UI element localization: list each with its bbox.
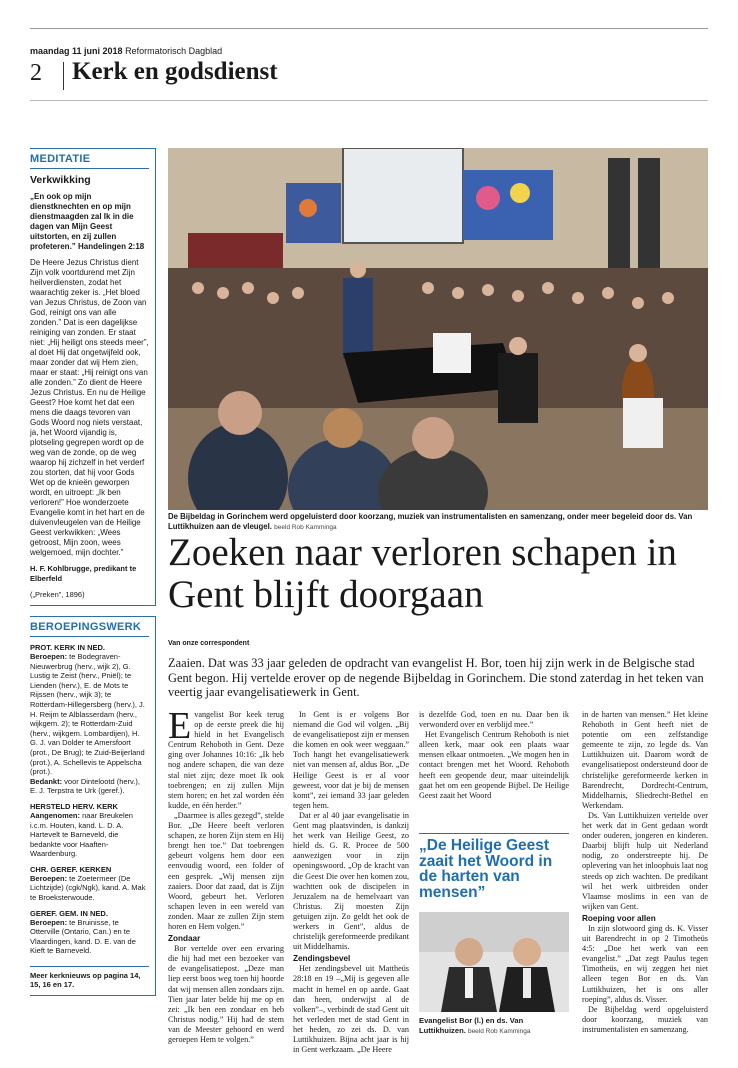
- section-title: Kerk en godsdienst: [72, 58, 278, 85]
- notice-text: te Bodegraven-Nieuwerbrug (herv., wijk 2), G. Lustig te Zeist (herv., Pniël); te Lienden (herv.), E. de Mots te Rijssen (herv., wijk 3); te Rotterdam-Hillegersberg (herv.), J. H. Reijm te Alblasserdam (herv., wijkgem. 2); te Rotterdam-Zuid (herv., wijkgem. Lombardijen), H. G. J. van Dolder te Amersfoort (prot., De Brug); te Zuid-Beijerland (prot.), A. Schellevis te Appelscha (prot.).: [30, 652, 145, 777]
- col3-paragraph-2: Het Evangelisch Centrum Rehoboth is niet alleen kerk, maar ook een plaats waar mensen elkaar ontmoeten. „We mogen hen in contact brengen met het Woord. Rehoboth heeft een geopende deur, maar uiteindelijk gaat het om een geopende Bijbel. De Heilige Geest zaait het Woord: [419, 730, 569, 800]
- notice-item: [30, 802, 149, 859]
- page-number: 2: [30, 60, 42, 86]
- article-headline: Zoeken naar verloren schapen in Gent blijft doorgaan: [168, 531, 677, 616]
- col4-paragraph-4: De Bijbeldag werd opgeluisterd door koorzang, muziek van instrumentalisten en samenzang.: [582, 1004, 708, 1034]
- meditatie-heading: MEDITATIE: [30, 153, 149, 169]
- notice-label: Aangenomen:: [30, 810, 81, 820]
- notice-label: Beroepen:: [30, 873, 68, 883]
- beroepingswerk-heading: BEROEPINGSWERK: [30, 621, 149, 637]
- drop-cap: E: [168, 705, 192, 747]
- dateline: [30, 46, 222, 56]
- meditatie-box: [30, 148, 156, 606]
- pull-quote: „De Heilige Geest zaait het Woord in de harten van mensen”: [419, 833, 569, 900]
- meditatie-source: („Preken”, 1896): [30, 590, 85, 599]
- header-rule: [30, 100, 708, 101]
- section-divider: [63, 62, 64, 90]
- notice-church: HERSTELD HERV. KERK: [30, 801, 118, 811]
- meditatie-title: Verkwikking: [30, 174, 91, 186]
- article-column-2: [293, 710, 409, 1055]
- main-photo-caption: [168, 512, 708, 533]
- correspondent: Van onze correspondent: [168, 640, 250, 647]
- col4-paragraph-1: in de harten van mensen.” Het kleine Rehoboth in Gent heeft niet de potentie om een zelfstandige gemeente te zijn, zo legde ds. Van Luttikhuizen uit. Daarom wordt de evangelisatiepost ondersteund door de christelijke gereformeerde kerken in Barendrecht, Dordrecht-Centrum, Middelharnis, Sliedrecht-Bethel en Werkendam.: [582, 710, 708, 810]
- main-caption-text: De Bijbeldag in Gorinchem werd opgeluisterd door koorzang, muziek van instrumentalisten en samenzang, onder meer begeleid door ds. Van Luttikhuizen aan de vleugel.: [168, 512, 693, 531]
- notice-label2: Bedankt:: [30, 776, 63, 786]
- notice-item: [30, 865, 149, 903]
- col2-paragraph-1: In Gent is er volgens Bor niemand die God wil volgen. „Bij de evangelisatiepost zijn er mensen die komen en ook weer weggaan.” Toch hangt het evangelisatiewerk niet van mensen af, aldus Bor. „De Heilige Geest is er al voor geweest, voor dat je bij de mensen komt”, zei iemand 33 jaar geleden tegen hem.: [293, 710, 409, 810]
- col4-paragraph-2: Ds. Van Luttikhuizen vertelde over het werk dat in Gent gedaan wordt onder ouderen, jongeren en kinderen. Daarbij blijft hulp uit Nederland nodig, zo onderstreepte hij. De oplevering van het inloophuis laat nog steeds op zich wachten. De predikant wil het werk uitbreiden onder Vlaamse moslims in een van de wijken van Gent.: [582, 810, 708, 911]
- paper-name: Reformatorisch Dagblad: [125, 46, 223, 56]
- notice-item: [30, 643, 149, 796]
- notice-church: CHR. GEREF. KERKEN: [30, 864, 112, 874]
- concert-photo-illustration: [168, 148, 708, 510]
- notice-body: [30, 874, 149, 903]
- notice-body: [30, 811, 149, 859]
- meditatie-signature: H. F. Kohlbrugge, predikant te Elberfeld: [30, 564, 137, 583]
- portrait-photo: [419, 912, 569, 1012]
- main-caption-credit: beeld Rob Kamminga: [274, 524, 337, 531]
- portrait-illustration: [419, 912, 569, 1012]
- article-column-1: [168, 705, 284, 1045]
- meditatie-text: De Heere Jezus Christus dient Zijn volk voortdurend met Zijn heilverdiensten, zodat het waarachtig zeker is. „Het bloed van Jezus Christus, de Zoon van God, reinigt ons van alle zonden.” Dat is een dagelijkse reiniging van zonden. Er staat niet: „Hij heiligt ons steeds meer”, al doet Hij dat ongetwijfeld ook, maar zonder dat wij Hem zien, maar er staat: „Hij reinigt ons van alle zonden.” Zo dient de Heere Jezus Christus. En nu de Heilige Geest? Hoe komt het dat een mens die daags tevoren van Gods Woord nog niets verstaat, ja, het Woord vijandig is, plotseling gegrepen wordt op de weg van de zonde, op de weg waarop hij zichzelf in het verderf zou storten, dat hij voor Gods Wet op de knieën geworpen wordt, en uitroept: „Ik ben verloren!” Hoe wonderzoete Evangelie komt in het hart en de duivenvleugelen van de Heilige Geest verkwikken: „Wees getroost, Mijn zoon, wees welgemoed, mijn dochter.”: [30, 258, 149, 557]
- notice-label: Beroepen:: [30, 917, 68, 927]
- beroepingswerk-box: [30, 616, 156, 996]
- meditatie-quote: „En ook op mijn dienstknechten en op mijn dienstmaagden zal Ik in die dagen van Mijn Geest uitstorten, en zij zullen profeteren.” Handelingen 2:18: [30, 192, 145, 251]
- portrait-caption-credit: beeld Rob Kamminga: [467, 1027, 531, 1035]
- main-photo: [168, 148, 708, 510]
- notice-text: te Zoetermeer (De Lichtzijde) (cgk/Ngk), kand. A. Mak te Broeksterwoude.: [30, 873, 146, 903]
- notice-text: naar Breukelen i.c.m. Houten, kand. L. D. A. Hartevelt te Barneveld, die bedankte voor Haaften-Waardenburg.: [30, 810, 133, 859]
- col2-subheading: Zendingsbevel: [293, 954, 351, 964]
- notices-list: [30, 643, 149, 956]
- notice-church: PROT. KERK IN NED.: [30, 643, 106, 652]
- top-rule: [30, 28, 708, 29]
- date: maandag 11 juni 2018: [30, 46, 123, 56]
- notice-item: [30, 909, 149, 956]
- col2-paragraph-2: Dat er al 40 jaar evangelisatie in Gent mag plaatsvinden, is dankzij het werk van Heilige Geest, zo hield ds. G. R. Procee de 500 aanwezigen voor in zijn openingswoord. „Op de kracht van die Geest Die over hen komen zou, wachtten ook de discipelen in Jeruzalem na de hemelvaart van Christus. Zij moesten Zijn getuigen zijn. Zo geldt het ook de werkers in Gent”, aldus de christelijk gereformeerde predikant uit Middelharnis.: [293, 810, 409, 952]
- col2-paragraph-3: Het zendingsbevel uit Mattheüs 28:18 en 19 –„Mij is gegeven alle macht in hemel en op aarde. Gaat dan heen, onderwijst al de volken”–, verbindt de stad Gent uit het verleden met de stad Gent in het heden, zo zei ds. D. van Luttikhuizen. Bijna acht jaar is hij in Gent werkzaam. „De Heere: [293, 964, 409, 1055]
- portrait-caption-text: Evangelist Bor (l.) en ds. Van Luttikhuizen.: [419, 1016, 524, 1035]
- article-lead: Zaaien. Dat was 33 jaar geleden de opdracht van evangelist H. Bor, toen hij zijn werk in de Belgische stad Gent begon. Hij vertelde erover op de negende Bijbeldag in Gorinchem. Die stond zaterdag in het teken van veertig jaar evangelisatiewerk in Gent.: [168, 656, 704, 700]
- notice-text2: voor Dintelootd (herv.), E. J. Terpstra te Urk (geref.).: [30, 776, 140, 796]
- col4-paragraph-3: In zijn slotwoord ging ds. K. Visser uit Barendrecht in op 2 Timotheüs 4:5: „Doe het werk van een evangelist.” „Dat zegt Paulus tegen Timotheüs, en wij zeggen het niet alleen tegen Bor en ds. Van Luttikhuizen, het is ons aller roeping”, aldus ds. Visser.: [582, 923, 708, 1004]
- notice-label: Beroepen:: [30, 652, 68, 661]
- col1-paragraph-1: vangelist Bor keek terug op de eerste preek die hij hield in het Evangelisch Centrum Rehoboth in Gent. Deze ging over Johannes 10:16: „Ik heb nog andere schapen, die van deze stal niet zijn; deze moet Ik ook toebrengen; en zij zullen Mijn stem horen; en het zal worden één kudde, en één herder.”: [168, 710, 284, 810]
- col3-paragraph-1: is dezelfde God, toen en nu. Daar ben ik verwonderd over en verblijd mee.”: [419, 710, 569, 730]
- notice-body: [30, 918, 149, 956]
- sidebar: [30, 148, 156, 996]
- notice-text: te Bruinisse, te Otterville (Ontario, Can.) en te Vlaardingen, kand. D. E. van de Kieft te Barneveld.: [30, 917, 136, 956]
- notice-body: [30, 652, 149, 796]
- article-column-4: [582, 710, 708, 1035]
- article-column-3: [419, 710, 569, 801]
- col1-subheading: Zondaar: [168, 934, 201, 944]
- col1-paragraph-3: Bor vertelde over een ervaring die hij had met een bezoeker van de evangelisatiepost. „Deze man liep eerst boos weg toen hij hoorde dat wij mensen allen zondaars zijn. Tien jaar later belde hij me op en zei: „Ik ben een zondaar en heb Christus nodig.” Hij had de stem van de Meester gehoord en werd geroepen Hem te volgen.”: [168, 944, 284, 1044]
- notice-church: GEREF. GEM. IN NED.: [30, 908, 108, 918]
- more-news-link[interactable]: Meer kerknieuws op pagina 14, 15, 16 en 17.: [30, 966, 149, 989]
- col4-subheading: Roeping voor allen: [582, 913, 656, 923]
- col1-paragraph-2: „Daarmee is alles gezegd”, stelde Bor. „De Heere beeft verloren schapen, ze horen Zijn stem en Hij brengt hen toe.” Dat toebrengen gebeurt volgens hem door een eenvoudig woord, een folder of een gesprek. „Wij mensen zijn zaaiers. Door dat zaad, dat is Zijn Woord, gebeurt het. Verloren schapen leven in een wereld van zonden. Maar ze zullen Zijn stem horen en Hem volgen.”: [168, 810, 284, 931]
- portrait-caption: [419, 1016, 569, 1036]
